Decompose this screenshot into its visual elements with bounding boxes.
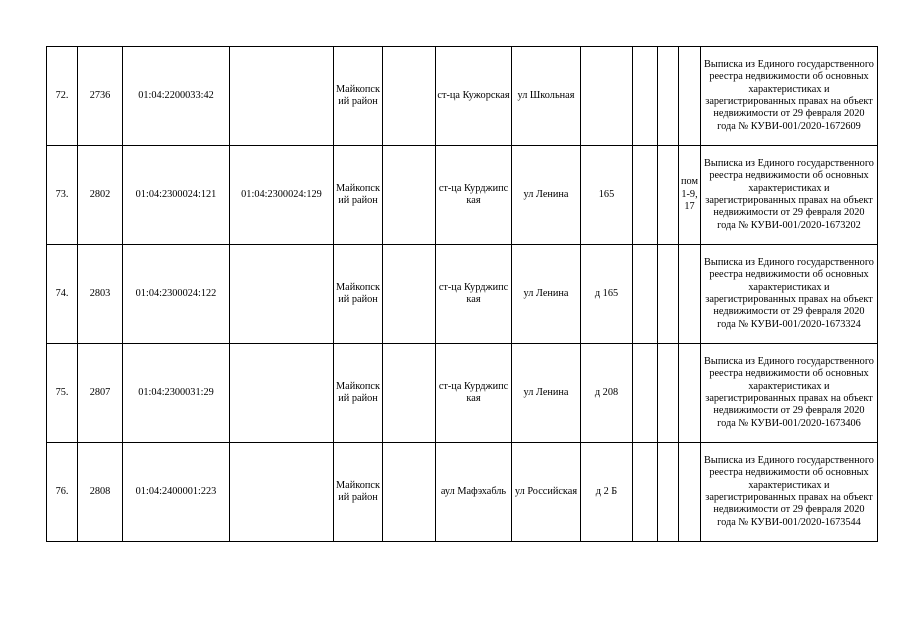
document-reference: Выписка из Единого государственного реестра недвижимости об основных характеристиках и зарегистрированных правах на объект недвижимости от 29 февраля 2020 года № КУВИ-001/2020-1673544 [701,443,878,542]
room: пом 1-9, 17 [679,146,701,245]
district: Майкопский район [334,47,383,146]
house: д 2 Б [581,443,633,542]
house: 165 [581,146,633,245]
table-row [47,443,878,542]
property-register-table [46,46,878,542]
empty-cell [383,146,436,245]
document-reference: Выписка из Единого государственного реестра недвижимости об основных характеристиках и зарегистрированных правах на объект недвижимости от 29 февраля 2020 года № КУВИ-001/2020-1673324 [701,245,878,344]
street: ул Российская [512,443,581,542]
parent-cadastral-number [230,47,334,146]
settlement: ст-ца Курджипская [436,245,512,344]
empty-cell [383,443,436,542]
empty-cell [383,344,436,443]
settlement: ст-ца Курджипская [436,344,512,443]
empty-cell [383,245,436,344]
document-reference: Выписка из Единого государственного реестра недвижимости об основных характеристиках и зарегистрированных правах на объект недвижимости от 29 февраля 2020 года № КУВИ-001/2020-1673202 [701,146,878,245]
empty-cell [383,47,436,146]
house: д 208 [581,344,633,443]
row-number: 75. [47,344,78,443]
parent-cadastral-number: 01:04:2300024:129 [230,146,334,245]
cadastral-number: 01:04:2300031:29 [123,344,230,443]
cadastral-number: 01:04:2300024:122 [123,245,230,344]
settlement: ст-ца Кужорская [436,47,512,146]
empty-cell [633,146,658,245]
district: Майкопский район [334,146,383,245]
row-number: 73. [47,146,78,245]
empty-cell [658,344,679,443]
cadastral-number: 01:04:2300024:121 [123,146,230,245]
cadastral-number: 01:04:2400001:223 [123,443,230,542]
parent-cadastral-number [230,443,334,542]
empty-cell [633,344,658,443]
house: д 165 [581,245,633,344]
register-number: 2807 [78,344,123,443]
cadastral-number: 01:04:2200033:42 [123,47,230,146]
district: Майкопский район [334,245,383,344]
district: Майкопский район [334,443,383,542]
empty-cell [633,47,658,146]
district: Майкопский район [334,344,383,443]
empty-cell [633,245,658,344]
settlement: ст-ца Курджипская [436,146,512,245]
house [581,47,633,146]
register-number: 2736 [78,47,123,146]
room [679,443,701,542]
table-row [47,245,878,344]
street: ул Ленина [512,146,581,245]
empty-cell [658,47,679,146]
street: ул Ленина [512,245,581,344]
parent-cadastral-number [230,245,334,344]
register-number: 2802 [78,146,123,245]
row-number: 74. [47,245,78,344]
table-row [47,47,878,146]
parent-cadastral-number [230,344,334,443]
street: ул Ленина [512,344,581,443]
empty-cell [658,146,679,245]
table-row [47,146,878,245]
room [679,47,701,146]
register-number: 2808 [78,443,123,542]
row-number: 76. [47,443,78,542]
document-reference: Выписка из Единого государственного реестра недвижимости об основных характеристиках и зарегистрированных правах на объект недвижимости от 29 февраля 2020 года № КУВИ-001/2020-1673406 [701,344,878,443]
empty-cell [658,443,679,542]
empty-cell [633,443,658,542]
room [679,344,701,443]
settlement: аул Мафэхабль [436,443,512,542]
street: ул Школьная [512,47,581,146]
table-row [47,344,878,443]
row-number: 72. [47,47,78,146]
empty-cell [658,245,679,344]
room [679,245,701,344]
document-reference: Выписка из Единого государственного реестра недвижимости об основных характеристиках и зарегистрированных правах на объект недвижимости от 29 февраля 2020 года № КУВИ-001/2020-1672609 [701,47,878,146]
register-number: 2803 [78,245,123,344]
